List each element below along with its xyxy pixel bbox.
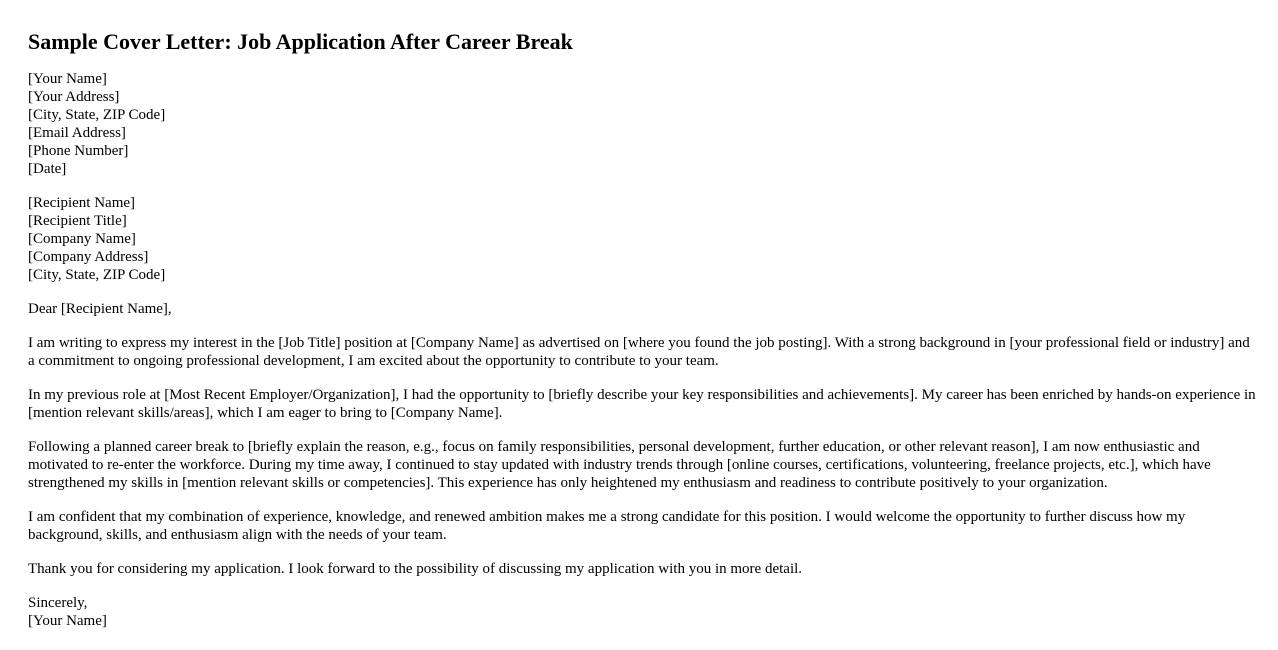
recipient-address-block <box>28 194 1258 284</box>
paragraph-thanks: Thank you for considering my application. I look forward to the possibility of discussing my application with you in more detail. <box>28 561 803 577</box>
paragraph-career-break: Following a planned career break to [briefly explain the reason, e.g., focus on family responsibilities, personal development, further education, or other relevant reason], I am now enthusiastic and motivated to re-enter the workforce. During my time away, I continued to stay updated with industry trends through [online courses, certifications, volunteering, freelance projects, etc.], which have strengthened my skills in [mention relevant skills or competencies]. This experience has only heightened my enthusiasm and readiness to contribute positively to your organization. <box>28 439 1211 491</box>
recipient-company: [Company Name] <box>28 231 136 247</box>
paragraph-confidence: I am confident that my combination of experience, knowledge, and renewed ambition makes me a strong candidate for this position. I would welcome the opportunity to further discuss how my background, skills, and enthusiasm align with the needs of your team. <box>28 509 1186 543</box>
valediction: Sincerely, <box>28 595 88 611</box>
sender-address: [Your Address] <box>28 89 120 105</box>
sender-phone: [Phone Number] <box>28 143 129 159</box>
sender-email: [Email Address] <box>28 125 126 141</box>
recipient-title: [Recipient Title] <box>28 213 127 229</box>
salutation: Dear [Recipient Name], <box>28 301 172 317</box>
sender-address-block <box>28 70 1258 178</box>
signature-name: [Your Name] <box>28 613 107 629</box>
page-title: Sample Cover Letter: Job Application After Career Break <box>28 29 573 54</box>
recipient-company-address: [Company Address] <box>28 249 149 265</box>
letter-date: [Date] <box>28 161 67 177</box>
paragraph-previous-role: In my previous role at [Most Recent Employer/Organization], I had the opportunity to [briefly describe your key responsibilities and achievements]. My career has been enriched by hands-on experience in [mention relevant skills/areas], which I am eager to bring to [Company Name]. <box>28 387 1256 421</box>
closing-block <box>28 594 1258 630</box>
paragraph-intro: I am writing to express my interest in the [Job Title] position at [Company Name] as advertised on [where you found the job posting]. With a strong background in [your professional field or industry] and a commitment to ongoing professional development, I am excited about the opportunity to contribute to your team. <box>28 335 1250 369</box>
sender-city-state-zip: [City, State, ZIP Code] <box>28 107 166 123</box>
sender-name: [Your Name] <box>28 71 107 87</box>
recipient-name: [Recipient Name] <box>28 195 136 211</box>
recipient-city-state-zip: [City, State, ZIP Code] <box>28 267 166 283</box>
